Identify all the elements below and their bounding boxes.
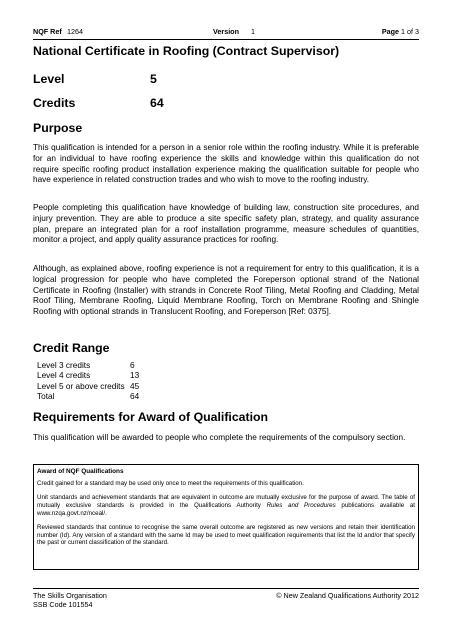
purpose-paragraph: Although, as explained above, roofing experience is not a requirement for entry to this qualification, it is a logical progression for people who have completed the Foreperson optional strand of the National Certificate in Roofing (Installer) with strands in Concrete Roof Tiling, Metal Roofing and Cladding, Metal Roof Tiling, Membrane Roofing, Liquid Membrane Roofing, Torch on Membrane Roofing and Shingle Roofing with optional strands in Translucent Roofing, and Foreperson [Ref: 0375]. [33, 264, 419, 317]
requirements-text: This qualification will be awarded to people who complete the requirements of the compulsory section. [33, 433, 406, 442]
credit-range-label: Level 3 credits [37, 361, 91, 370]
nqf-ref-value: 1264 [67, 27, 83, 36]
award-box-title: Award of NQF Qualifications [37, 468, 124, 475]
page-of: of [407, 27, 413, 36]
version-value: 1 [251, 27, 255, 36]
header-rule [33, 39, 419, 40]
credit-range-label: Level 5 or above credits [37, 381, 125, 391]
award-box-paragraph: Credit gained for a standard may be used only once to meet the requirements of this qualification. [37, 480, 304, 487]
rules-and-procedures-text: Rules and Procedures [266, 501, 336, 509]
footer-copyright: © New Zealand Qualifications Authority 2012 [276, 591, 419, 600]
footer-rule [33, 588, 419, 589]
page-header [33, 27, 419, 39]
credit-range-value: 45 [130, 381, 140, 391]
purpose-heading: Purpose [33, 121, 83, 135]
award-box-paragraph [37, 494, 415, 518]
award-box-paragraph: Reviewed standards that continue to recognise the same overall outcome are registered as new versions and retain their identification number (Id). Any version of a standard with the same Id may be used to meet qualification requirements that list the Id and/or that specify the past or current classification of the standard. [37, 523, 415, 547]
credit-range-label: Level 4 credits [37, 371, 91, 381]
page-current: 1 [401, 27, 405, 36]
credit-range-value: 64 [130, 391, 140, 401]
nqf-ref-label: NQF Ref [33, 27, 62, 36]
credit-range-row [37, 371, 139, 381]
level-label: Level [33, 72, 65, 86]
page-number [382, 27, 419, 36]
footer-org-name: The Skills Organisation [33, 591, 107, 600]
credits-value: 64 [150, 96, 164, 110]
credit-range-row [37, 361, 139, 371]
credit-range-value: 6 [130, 361, 135, 370]
credit-range-row [37, 382, 139, 392]
award-box-text: Unit standards and achievement standards that are equivalent in outcome are mutually exclusive for the purpose of award. The table of mutually exclusive standards is provided in the Qualifications Authority [37, 493, 415, 509]
footer-organisation [33, 591, 107, 609]
credit-range-heading: Credit Range [33, 341, 110, 355]
purpose-paragraph: This qualification is intended for a person in a senior role within the roofing industry. While it is preferable for an individual to have roofing experience the skills and knowledge within this qualification do not require specific roofing product installation experience making the qualification suitable for people who have experience in related construction trades and who wish to move to the roofing industry. [33, 143, 419, 185]
footer-ssb-code: SSB Code 101554 [33, 600, 93, 609]
award-box-text: publications available at www.nzqa.govt.nz/nceal/. [37, 501, 415, 517]
page-total: 3 [415, 27, 419, 36]
version-label: Version [213, 27, 239, 36]
level-value: 5 [150, 72, 157, 86]
requirements-heading: Requirements for Award of Qualification [33, 410, 269, 424]
qualification-title: National Certificate in Roofing (Contract Supervisor) [33, 44, 340, 58]
credits-label: Credits [33, 96, 76, 110]
purpose-paragraph: People completing this qualification have knowledge of building law, construction site procedures, and injury prevention. They are able to produce a site specific safety plan, strategy, and quality assurance plan, prepare an integrated plan for a roof installation programme, measure schedules of quantities, monitor a project, and apply quality assurance practices for roofing. [33, 203, 419, 245]
credit-range-label: Total [37, 391, 55, 401]
page-label: Page [381, 27, 399, 36]
credit-range-row [37, 392, 139, 402]
credit-range-value: 13 [130, 371, 140, 381]
credit-range-table [37, 361, 139, 402]
award-of-nqf-qualifications-box [33, 464, 419, 570]
